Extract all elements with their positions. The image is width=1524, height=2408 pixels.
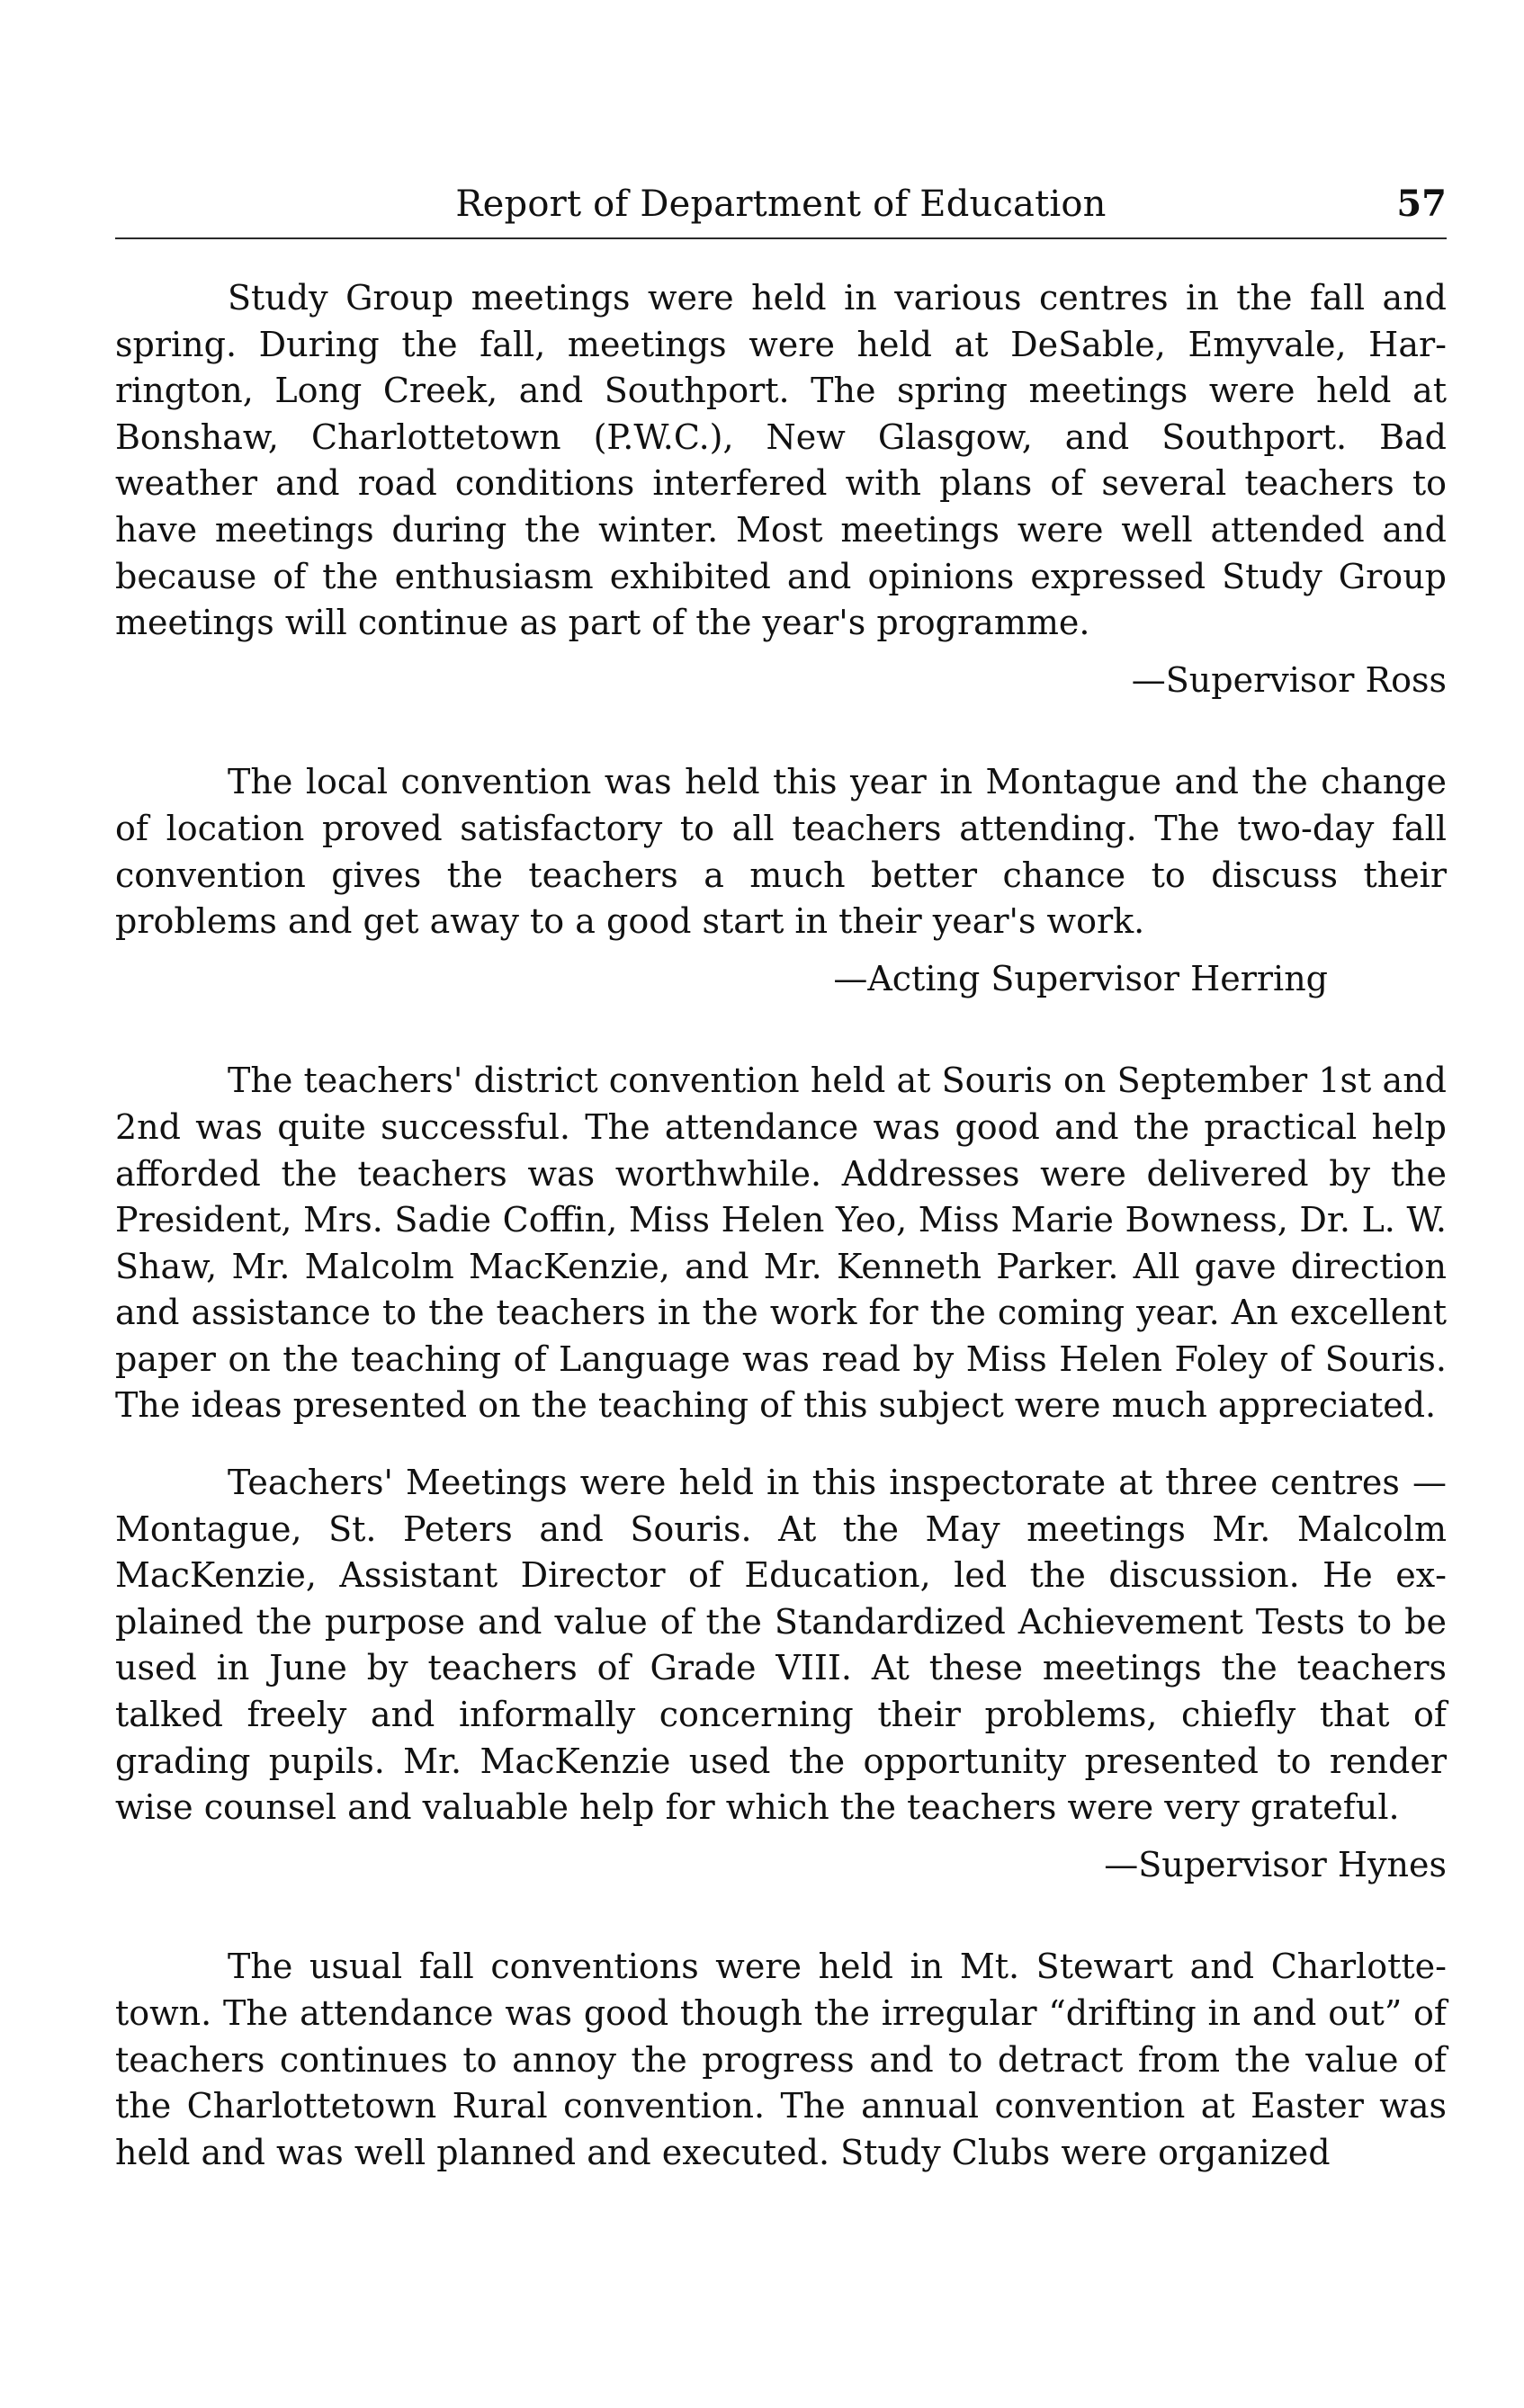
- page-header: [115, 176, 1447, 232]
- signature-supervisor-ross: —Supervisor Ross: [1131, 659, 1447, 700]
- hynes-report-section: [115, 1058, 1447, 1888]
- fall-conventions-paragraph: The usual fall conventions were held in Mt. Stewart and Charlottetown. The attendance was good though the irregular “drifting in and out” of teachers continues to annoy the progress and to detract from the value of the Charlottetown Rural convention. The annual convention at Easter was held and was well planned and executed. Study Clubs were organized: [115, 1947, 1447, 2172]
- section-spacer: [115, 703, 1447, 759]
- running-title: Report of Department of Education: [455, 184, 1107, 225]
- local-convention-paragraph: The local convention was held this year in Montague and the change of location proved satisfactory to all teachers attending. The two-day fall convention gives the teachers a much better chance to discuss their problems and get away to a good start in their year's work.: [115, 762, 1447, 942]
- section-spacer: [115, 1002, 1447, 1058]
- teachers-meetings-paragraph: Teachers' Meetings were held in this inspectorate at three centres — Montague, St. Peters and Souris. At the May meetings Mr. Malcolm MacKenzie, Assistant Director of Education, led the discussion. He explained the purpose and value of the Standardized Achievement Tests to be used in June by teachers of Grade VIII. At these meetings the teachers talked freely and informally concerning their problems, chiefly that of grading pupils. Mr. MacKenzie used the opportunity presented to render wise counsel and valuable help for which the teachers were very grateful.: [115, 1463, 1447, 1828]
- header-rule: [115, 237, 1447, 239]
- fall-conventions-section: [115, 1944, 1447, 2176]
- study-group-paragraph: Study Group meetings were held in various centres in the fall and spring. During the fall, meetings were held at DeSable, Emyvale, Harrington, Long Creek, and Southport. The spring meetings were held at Bonshaw, Charlottetown (P.W.C.), New Glasgow, and Southport. Bad weather and road conditions interfered with plans of several teachers to have meetings during the winter. Most meetings were well attended and because of the enthusiasm exhibited and opinions expressed Study Group meetings will continue as part of the year's programme.: [115, 278, 1447, 643]
- section-spacer: [115, 1888, 1447, 1944]
- herring-report-section: [115, 759, 1447, 1002]
- district-convention-paragraph: The teachers' district convention held at Souris on September 1st and 2nd was quite successful. The attendance was good and the practical help afforded the teachers was worthwhile. Addresses were delivered by the President, Mrs. Sadie Coffin, Miss Helen Yeo, Miss Marie Bowness, Dr. L. W. Shaw, Mr. Malcolm MacKenzie, and Mr. Kenneth Parker. All gave direction and assistance to the teachers in the work for the coming year. An excellent paper on the teaching of Language was read by Miss Helen Foley of Souris. The ideas presented on the teaching of this subject were much appreciated.: [115, 1061, 1447, 1426]
- paragraph-spacer: [115, 1429, 1447, 1460]
- signature-acting-supervisor-herring: —Acting Supervisor Herring: [833, 958, 1328, 998]
- ross-report-section: [115, 275, 1447, 703]
- page-number: 57: [1396, 183, 1447, 225]
- signature-supervisor-hynes: —Supervisor Hynes: [1104, 1844, 1447, 1884]
- report-body: [115, 275, 1447, 2176]
